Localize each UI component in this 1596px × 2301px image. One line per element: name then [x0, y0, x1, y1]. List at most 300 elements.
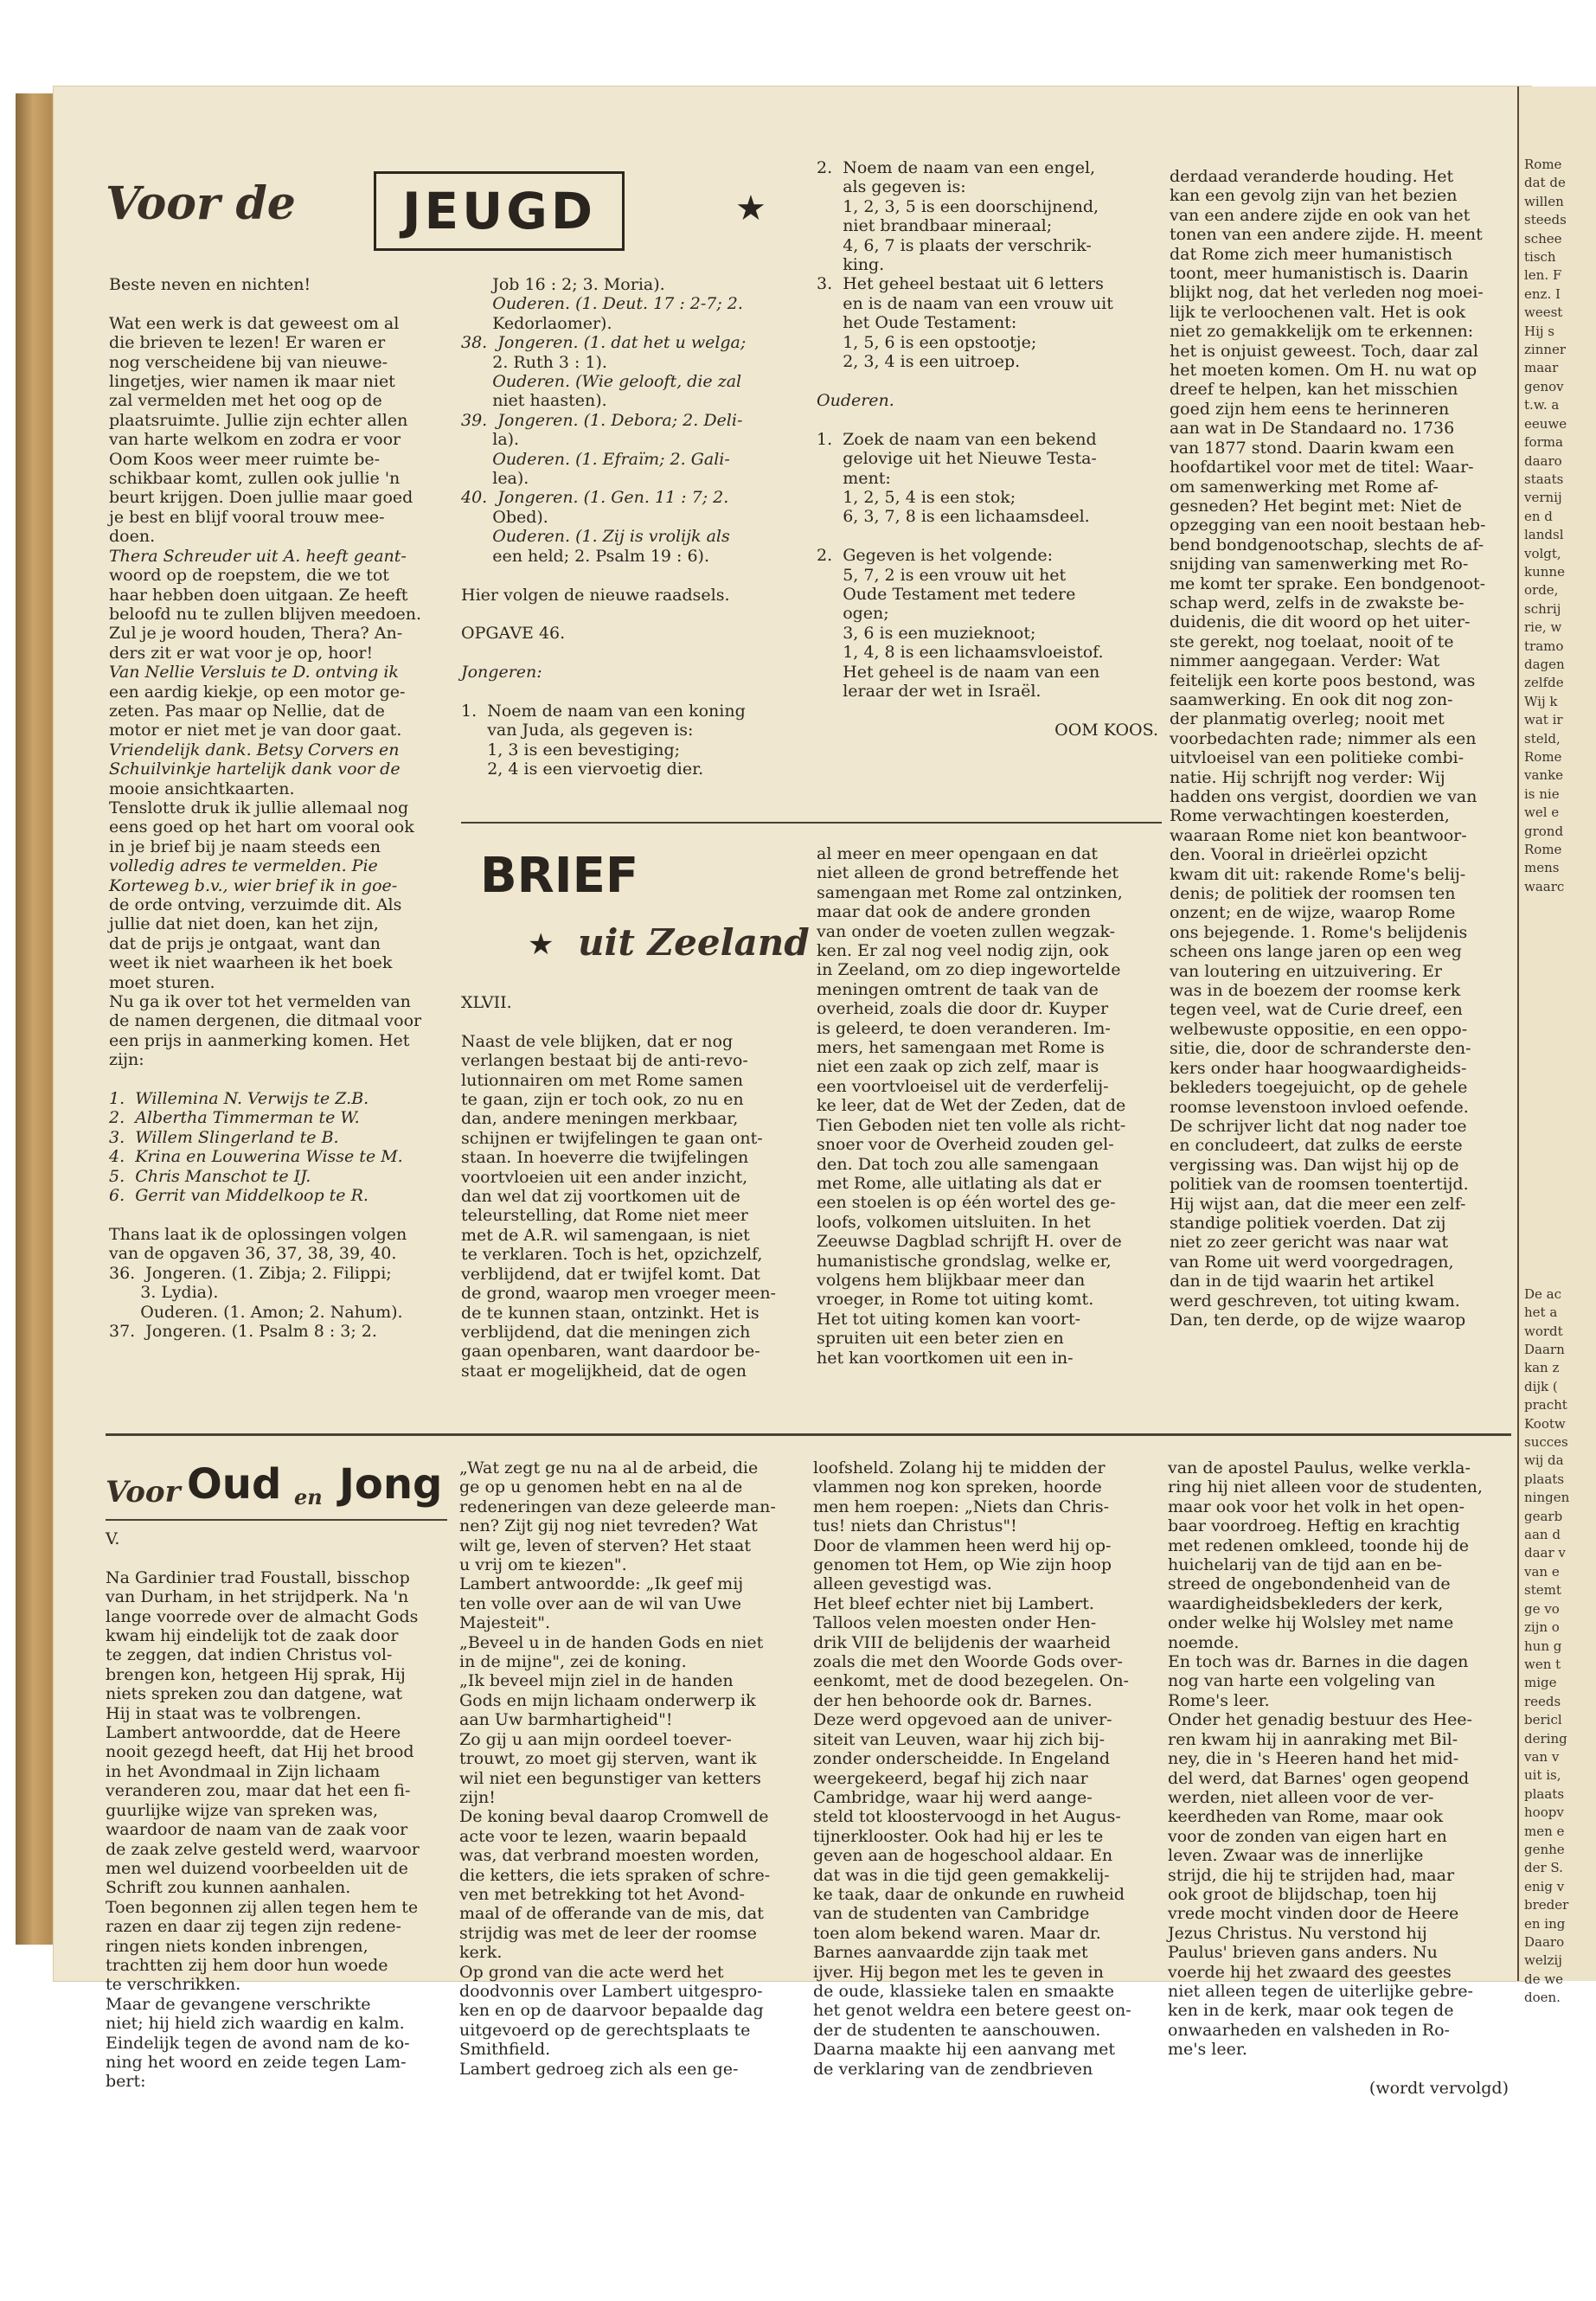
text-line: werd geschreven, tot uiting kwam.	[1170, 1291, 1460, 1311]
text-line: huichelarij van de tijd aan en be-	[1168, 1555, 1443, 1575]
text-line: De schrijver licht dat nog nader toe	[1170, 1116, 1467, 1136]
strip-line	[1519, 1211, 1596, 1229]
strip-line: Wij k	[1524, 693, 1558, 709]
strip-line: plaats	[1524, 1785, 1565, 1802]
text-line: Job 16 : 2; 3. Moria).	[461, 275, 665, 294]
text-line: Schrift zou kunnen aanhalen.	[106, 1878, 351, 1898]
text-line: niet; hij hield zich waardig en kalm.	[106, 2014, 405, 2034]
text-line: la).	[461, 430, 520, 450]
text-line: plaatsruimte. Jullie zijn echter allen	[109, 410, 408, 430]
text-line: 2, 4 is een viervoetig dier.	[461, 760, 704, 779]
text-line: te zeggen, dat indien Christus vol-	[106, 1645, 393, 1665]
text-line: Thera Schreuder uit A. heeft geant-	[109, 546, 407, 566]
jeugd-header-prefix: Voor de	[106, 177, 296, 230]
strip-line	[1519, 1118, 1596, 1137]
strip-line: Daarn	[1524, 1342, 1565, 1357]
text-line: 3. Lydia).	[109, 1283, 219, 1303]
text-line: kerk.	[459, 1943, 503, 1963]
strip-line: willen	[1524, 193, 1564, 209]
text-line: Ouderen. (Wie gelooft, die zal	[461, 372, 742, 392]
text-line: guurlijke wijze van spreken was,	[106, 1800, 379, 1820]
strip-line: stemt	[1524, 1582, 1561, 1599]
text-line: onder welke hij Wolsley met name	[1168, 1613, 1454, 1633]
text-line: dan, andere meningen merkbaar,	[461, 1109, 739, 1129]
text-line: het moeten komen. Om H. nu wat op	[1170, 361, 1477, 381]
text-line: welbewuste oppositie, en een oppo-	[1170, 1019, 1468, 1039]
text-line: in je brief bij je naam steeds een	[109, 836, 381, 856]
text-line: van de studenten van Cambridge	[813, 1904, 1090, 1924]
jeugd-column-2	[461, 275, 807, 779]
text-line: 6, 3, 7, 8 is een lichaamsdeel.	[817, 507, 1090, 527]
strip-line	[1519, 1026, 1596, 1044]
strip-line: en d	[1524, 508, 1553, 524]
text-line: niet brandbaar mineraal;	[817, 216, 1053, 236]
oud-header-connector: en	[294, 1484, 323, 1509]
text-line: natie. Hij schrijft nog verder: Wij	[1170, 767, 1445, 787]
strip-line: steld,	[1524, 730, 1561, 747]
text-line: een held; 2. Psalm 19 : 6).	[461, 546, 710, 566]
text-line: feitelijk een korte poos bestond, was	[1170, 670, 1476, 690]
text-line: Majesteit".	[459, 1613, 551, 1633]
text-line: ren kwam hij in aanraking met Bil-	[1168, 1729, 1458, 1749]
text-line: beurt krijgen. Doen jullie maar goed	[109, 488, 413, 508]
text-line: tonen van een andere zijde. H. meent	[1170, 225, 1483, 245]
text-line: Paulus' brieven gans anders. Nu	[1168, 1943, 1438, 1963]
strip-line: pracht	[1524, 1397, 1567, 1413]
text-line: humanistische grondslag, welke er,	[817, 1251, 1112, 1271]
strip-line: plaats	[1524, 1471, 1565, 1487]
strip-line: aan d	[1524, 1527, 1561, 1543]
text-line: „Wat zegt ge nu na al de arbeid, die	[459, 1458, 759, 1477]
text-line: de namen dergenen, die ditmaal voor	[109, 1011, 422, 1031]
text-line: niet zo gemakkelijk om te erkennen:	[1170, 322, 1474, 342]
text-line: Lambert gedroeg zich als een ge-	[459, 2059, 739, 2079]
text-line: acte voor te lezen, waarin bepaald	[459, 1826, 747, 1846]
text-line: de te kunnen staan, ontzinkt. Het is	[461, 1303, 760, 1323]
text-line: (wordt vervolgd)	[1368, 2079, 1509, 2098]
text-line: ge op u genomen hebt en na al de	[459, 1477, 743, 1497]
text-line: „Ik beveel mijn ziel in de handen	[459, 1671, 734, 1691]
text-line: 2, 3, 4 is een uitroep.	[817, 352, 1021, 372]
text-line: dan in de tijd waarin het artikel	[1170, 1272, 1434, 1292]
text-line: Ouderen. (1. Zij is vrolijk als	[461, 527, 730, 547]
strip-line: dagen	[1524, 656, 1565, 672]
text-line: toont, meer humanistisch is. Daarin	[1170, 264, 1469, 284]
text-line: me's leer.	[1168, 2040, 1247, 2060]
text-line: Onder het genadig bestuur des Hee-	[1168, 1710, 1472, 1730]
text-line: Talloos velen moesten onder Hen-	[813, 1613, 1097, 1633]
jeugd-header-title: JEUGD	[401, 182, 597, 240]
brief-header-subtitle: uit Zeeland	[578, 921, 810, 964]
text-line: was, dat verbrand moesten worden,	[459, 1846, 760, 1866]
text-line: de grond, waarop men vroeger meen-	[461, 1284, 776, 1304]
text-line: ven met betrekking tot het Avond-	[459, 1884, 745, 1904]
text-line: Toen begonnen zij allen tegen hem te	[106, 1897, 419, 1917]
text-line: Smithfield.	[459, 2040, 551, 2060]
text-line: te gaan, zijn er toch ook, zo nu en	[461, 1090, 744, 1110]
text-line: weet ik niet waarheen ik het boek	[109, 953, 393, 973]
text-line: meningen omtrent de taak van de	[817, 979, 1099, 999]
text-line: razen en daar zij tegen zijn redene-	[106, 1917, 401, 1937]
strip-line: gearb	[1524, 1508, 1563, 1524]
text-line: Het geheel is de naam van een	[817, 662, 1100, 682]
text-line: veranderen zou, maar dat het een fi-	[106, 1781, 411, 1801]
strip-line: genov	[1524, 378, 1564, 394]
text-line: Na Gardinier trad Foustall, bisschop	[106, 1567, 410, 1587]
text-line: verlangen bestaat bij de anti-revo-	[461, 1051, 748, 1071]
text-line: niets spreken zou dan datgene, wat	[106, 1684, 403, 1704]
strip-line: dat de	[1524, 175, 1566, 191]
text-line: het kan voortkomen uit een in-	[817, 1348, 1074, 1368]
strip-line	[1519, 971, 1596, 989]
text-line: men hem roepen: „Niets dan Chris-	[813, 1497, 1110, 1516]
strip-line: tisch	[1524, 249, 1556, 266]
text-line: niet haasten).	[461, 391, 607, 411]
text-line: samengaan met Rome zal ontzinken,	[817, 882, 1123, 902]
text-line: van de apostel Paulus, welke verkla-	[1168, 1458, 1471, 1477]
text-line: streed de ongebondenheid van de	[1168, 1574, 1451, 1594]
text-line: 3, 6 is een muzieknoot;	[817, 623, 1036, 643]
text-line: roomse levenstoon invloed oefende.	[1170, 1097, 1469, 1117]
text-line: lijk te verloochenen valt. Het is ook	[1170, 302, 1466, 322]
text-line: volledig adres te vermelden. Pie	[109, 856, 378, 876]
text-line: snoer voor de Overheid zouden gel-	[817, 1135, 1114, 1155]
text-line: mooie ansichtkaarten.	[109, 779, 295, 798]
text-line: Het tot uiting komen kan voort-	[817, 1309, 1081, 1329]
text-line: al meer en meer opengaan en dat	[817, 844, 1099, 863]
text-line: 2. Albertha Timmerman te W.	[109, 1108, 360, 1128]
jeugd-star-icon: ★	[735, 189, 766, 228]
text-line: tus! niets dan Christus"!	[813, 1516, 1017, 1536]
text-line: zal vermelden met het oog op de	[109, 391, 382, 411]
text-line: ringen niets konden inbrengen,	[106, 1936, 369, 1956]
text-line: in het Avondmaal in Zijn lichaam	[106, 1761, 381, 1781]
text-line: die brieven te lezen! Er waren er	[109, 333, 386, 353]
strip-line	[1519, 1248, 1596, 1266]
strip-line: dering	[1524, 1730, 1567, 1747]
text-line: in Zeeland, om zo diep ingewortelde	[817, 960, 1121, 980]
text-line: wilt ge, leven of sterven? Het staat	[459, 1535, 751, 1555]
text-line: kan een gevolg zijn van het bezien	[1170, 186, 1458, 206]
text-line: van 1877 stond. Daarin kwam een	[1170, 438, 1455, 458]
text-line: Ouderen. (1. Efraïm; 2. Gali-	[461, 449, 730, 469]
text-line: strijd, die hij te strijden had, maar	[1168, 1865, 1455, 1885]
text-line: Nu ga ik over tot het vermelden van	[109, 992, 411, 1012]
text-line: me komt ter sprake. Een bondgenoot-	[1170, 574, 1486, 593]
text-line: van harte welkom en zodra er voor	[109, 430, 401, 450]
text-line: 1. Zoek de naam van een bekend	[817, 429, 1097, 449]
oud-column-1	[106, 1529, 452, 2092]
text-line: brengen kon, hetgeen Hij sprak, Hij	[106, 1664, 406, 1684]
text-line: ook groot de blijdschap, toen hij	[1168, 1884, 1438, 1904]
strip-line: orde,	[1524, 582, 1559, 599]
strip-line: van e	[1524, 1563, 1560, 1580]
strip-line	[1519, 1266, 1596, 1285]
strip-line	[1519, 1045, 1596, 1063]
text-line: goed zijn hem eens te herinneren	[1170, 399, 1450, 419]
strip-line: kunne	[1524, 563, 1565, 580]
text-line: uitvloeisel van een politieke combi-	[1170, 748, 1464, 768]
strip-line: vernij	[1524, 490, 1562, 506]
text-line: was in de boezem der roomse kerk	[1170, 981, 1461, 1001]
text-line	[461, 605, 807, 624]
text-line: 1, 2, 5, 4 is een stok;	[817, 487, 1016, 507]
text-line: wil niet een begunstiger van ketters	[459, 1768, 761, 1788]
strip-line: vanke	[1524, 767, 1564, 784]
text-line: bend bondgenootschap, slechts de af-	[1170, 535, 1484, 554]
text-line: Daarna maakte hij een aanvang met	[813, 2040, 1115, 2060]
text-line: ons bejegende. 1. Rome's belijdenis	[1170, 922, 1468, 942]
text-line: der de studenten te aanschouwen.	[813, 2020, 1101, 2040]
strip-line: breder	[1524, 1897, 1569, 1913]
text-line: tijnerklooster. Ook had hij er les te	[813, 1826, 1104, 1846]
text-line: het Oude Testament:	[817, 313, 1017, 333]
text-line: u vrij om te kiezen".	[459, 1555, 627, 1575]
text-line: steld tot kloostervoogd in het Augus-	[813, 1807, 1121, 1827]
text-line: maal of de offerande van de mis, dat	[459, 1904, 764, 1924]
text-line: scheen ons lange jaren op een weg	[1170, 942, 1462, 962]
text-line	[109, 1206, 455, 1225]
text-line: onwaarheden en valsheden in Ro-	[1168, 2020, 1450, 2040]
text-line: Zo gij u aan mijn oordeel toever-	[459, 1729, 732, 1749]
text-line: 1, 3 is een bevestiging;	[461, 740, 681, 760]
text-line: ment:	[817, 468, 891, 488]
text-line: loofs, volkomen uitsluiten. In het	[817, 1212, 1091, 1232]
text-line: noemde.	[1168, 1632, 1240, 1652]
text-line: zijn:	[109, 1050, 144, 1070]
text-line: een stoelen is op één wortel des ge-	[817, 1193, 1116, 1213]
text-line: ke taak, daar de onkunde en ruwheid	[813, 1884, 1125, 1904]
text-line: alleen gevestigd was.	[813, 1574, 992, 1594]
text-line: ken en op de daarvoor bepaalde dag	[459, 2001, 764, 2021]
text-line: 3. Het geheel bestaat uit 6 letters	[817, 274, 1104, 294]
text-line: En toch was dr. Barnes in die dagen	[1168, 1652, 1469, 1672]
text-line: waardigheidsbekleders der kerk,	[1168, 1593, 1444, 1613]
text-line: ogen;	[817, 604, 889, 624]
strip-line: doen.	[1524, 1990, 1561, 2006]
text-line: te verschrikken.	[106, 1975, 241, 1995]
text-line: voor de zonden van eigen hart en	[1168, 1826, 1447, 1846]
text-line: Maar de gevangene verschrikte	[106, 1994, 371, 2014]
strip-line: rie, w	[1524, 619, 1562, 636]
text-line: Wat een werk is dat geweest om al	[109, 313, 400, 333]
text-line: kers onder haar hoogwaardigheids-	[1170, 1058, 1467, 1078]
text-line: ders zit er wat voor je op, hoor!	[109, 643, 374, 663]
text-line: bert:	[106, 2072, 146, 2092]
text-line: tegen veel, wat de Curie dreef, een	[1170, 1000, 1463, 1020]
text-line: schijnen er twijfelingen te gaan ont-	[461, 1128, 763, 1148]
text-line: Hij wijst aan, dat die meer een zelf-	[1170, 1194, 1466, 1214]
text-line: lea).	[461, 469, 529, 489]
text-line: Dan, ten derde, op de wijze waarop	[1170, 1310, 1466, 1330]
text-line: niet alleen tegen de uiterlijke gebre-	[1168, 1981, 1473, 2001]
text-line: te verklaren. Toch is het, opzichzelf,	[461, 1245, 763, 1265]
text-line: een prijs in aanmerking komen. Het	[109, 1030, 410, 1050]
text-line: derdaad veranderde houding. Het	[1170, 167, 1454, 186]
strip-line: De ac	[1524, 1285, 1562, 1302]
text-line: 39. Jongeren. (1. Debora; 2. Deli-	[461, 410, 743, 430]
text-line: weergekeerd, begaf hij zich naar	[813, 1768, 1088, 1788]
text-line: 2. Ruth 3 : 1).	[461, 352, 607, 372]
text-line: loofsheld. Zolang hij te midden der	[813, 1458, 1106, 1477]
strip-line: Daaro	[1524, 1934, 1565, 1950]
strip-line: Rome	[1524, 842, 1562, 858]
text-line: standige politiek voerden. Dat zij	[1170, 1213, 1446, 1233]
text-line: Zeeuwse Dagblad schrijft H. over de	[817, 1232, 1122, 1252]
text-line: opzegging van een nooit bestaan heb-	[1170, 516, 1486, 535]
text-line: leven. Zwaar was de innerlijke	[1168, 1846, 1424, 1866]
text-line: eens goed op het hart om vooral ook	[109, 817, 414, 837]
text-line	[1168, 2060, 1509, 2079]
oud-column-4	[1168, 1458, 1509, 2098]
text-line: 1, 4, 8 is een lichaamsvloeistof.	[817, 643, 1104, 663]
text-line: „Beveel u in de handen Gods en niet	[459, 1632, 764, 1652]
text-line: voorbedachten rade; nimmer als een	[1170, 728, 1477, 748]
text-line: drik VIII de belijdenis der waarheid	[813, 1632, 1111, 1652]
text-line: van de opgaven 36, 37, 38, 39, 40.	[109, 1244, 397, 1264]
strip-line: steeds	[1524, 212, 1567, 228]
text-line: voortvloeien uit een ander inzicht,	[461, 1167, 748, 1187]
oud-header-underline	[106, 1519, 447, 1521]
text-line: het is onjuist geweest. Toch, daar zal	[1170, 341, 1478, 361]
strip-line: waarc	[1524, 878, 1565, 894]
text-line	[461, 644, 807, 663]
strip-line: genhe	[1524, 1841, 1565, 1857]
text-line: 2. Gegeven is het volgende:	[817, 546, 1054, 566]
text-line: doodvonnis over Lambert uitgespro-	[459, 1981, 763, 2001]
text-line: van een andere zijde en ook van het	[1170, 205, 1471, 225]
text-line: Het bleef echter niet bij Lambert.	[813, 1593, 1094, 1613]
text-line: bekleders toegejuicht, op de gehele	[1170, 1078, 1468, 1098]
text-line: gesneden? Het begint met: Niet de	[1170, 496, 1462, 516]
text-line: gaan openbaren, want daardoor be-	[461, 1342, 760, 1362]
text-line: de zaak zelve gesteld werd, waarvoor	[106, 1839, 420, 1859]
text-line: 38. Jongeren. (1. dat het u welga;	[461, 333, 747, 353]
text-line: den. Dat toch zou alle samengaan	[817, 1154, 1099, 1174]
text-line: Deze werd opgevoed aan de univer-	[813, 1710, 1112, 1730]
text-line: met redenen omkleed, toonde hij de	[1168, 1535, 1470, 1555]
text-line	[461, 566, 807, 585]
strip-line	[1519, 1081, 1596, 1099]
text-line: Vriendelijk dank. Betsy Corvers en	[109, 740, 400, 760]
text-line: Jezus Christus. Nu verstond hij	[1168, 1923, 1427, 1943]
text-line: 37. Jongeren. (1. Psalm 8 : 3; 2.	[109, 1321, 377, 1341]
text-line: keerdheden van Rome, maar ook	[1168, 1807, 1444, 1827]
text-line	[817, 371, 1158, 390]
text-line: Hij in staat was te volbrengen.	[106, 1703, 362, 1723]
jong-header-word: Jong	[339, 1460, 443, 1509]
text-line: zonder onderscheidde. In Engeland	[813, 1749, 1111, 1769]
strip-line: de we	[1524, 1971, 1563, 1987]
text-line: van Durham, in het strijdperk. Na 'n	[106, 1587, 409, 1607]
oud-header-prefix: Voor	[106, 1475, 181, 1509]
text-line: Van Nellie Versluis te D. ontving ik	[109, 663, 399, 683]
text-line: 1, 5, 6 is een opstootje;	[817, 332, 1037, 352]
text-line: mers, het samengaan met Rome is	[817, 1038, 1105, 1058]
text-line: Tenslotte druk ik jullie allemaal nog	[109, 798, 409, 817]
text-line: 2. Noem de naam van een engel,	[817, 158, 1096, 177]
text-line	[106, 1548, 452, 1567]
text-line: leraar der wet in Israël.	[817, 681, 1042, 701]
section-divider-brief	[461, 822, 1162, 824]
text-line: overheid, zoals die door dr. Kuyper	[817, 999, 1109, 1019]
strip-line	[1519, 1230, 1596, 1248]
text-line: 1, 2, 3, 5 is een doorschijnend,	[817, 196, 1099, 216]
text-line: lutionnairen om met Rome samen	[461, 1070, 743, 1090]
text-line: zoals die met den Woorde Gods over-	[813, 1652, 1123, 1672]
text-line: Korteweg b.v., wier brief ik in goe-	[109, 875, 398, 895]
text-line: vergissing was. Dan wijst hij op de	[1170, 1155, 1459, 1175]
text-line: schap werd, zelfs in de zwakste be-	[1170, 593, 1465, 612]
jeugd-column-1	[109, 275, 455, 1341]
text-line: Oom Koos weer meer ruimte be-	[109, 449, 381, 469]
strip-line	[1519, 933, 1596, 952]
strip-line: Kootw	[1524, 1415, 1566, 1432]
text-line: 5, 7, 2 is een vrouw uit het	[817, 565, 1067, 585]
strip-line	[1519, 1063, 1596, 1081]
text-line: woord op de roepstem, die we tot	[109, 566, 389, 586]
strip-line: succes	[1524, 1434, 1568, 1451]
oud-header-word: Oud	[187, 1460, 282, 1509]
text-line: waardoor de naam van de zaak voor	[106, 1820, 408, 1840]
text-line: genomen tot Hem, op Wie zijn hoop	[813, 1555, 1112, 1575]
strip-line: tramo	[1524, 638, 1564, 654]
text-line	[817, 410, 1158, 429]
strip-line: wen t	[1524, 1656, 1561, 1672]
text-line	[109, 294, 455, 313]
text-line: De koning beval daarop Cromwell de	[459, 1807, 769, 1827]
brief-column-1	[461, 993, 807, 1381]
text-line: ke leer, dat de Wet der Zeden, dat de	[817, 1096, 1126, 1116]
text-line: Door de vlammen heen werd hij op-	[813, 1535, 1112, 1555]
text-line: het genot weldra een betere geest on-	[813, 2001, 1131, 2021]
strip-line: hoopv	[1524, 1804, 1564, 1821]
text-line: de verklaring van de zendbrieven	[813, 2059, 1093, 2079]
text-line: saamwerking. En ook dit nog zon-	[1170, 689, 1453, 709]
text-line: 4, 6, 7 is plaats der verschrik-	[817, 235, 1092, 255]
text-line: kwam dit uit: rakende Rome's belij-	[1170, 864, 1466, 884]
text-line: OOM KOOS.	[1054, 720, 1158, 740]
strip-line	[1519, 915, 1596, 933]
strip-line: weest	[1524, 304, 1563, 321]
strip-line: daar v	[1524, 1545, 1566, 1561]
text-line: Tien Geboden niet ten volle als richt-	[817, 1115, 1126, 1135]
text-line: Thans laat ik de oplossingen volgen	[109, 1224, 407, 1244]
text-line: met de A.R. wil samengaan, is niet	[461, 1225, 750, 1245]
jeugd-header-box	[374, 171, 625, 251]
text-line: men wel duizend voorbeelden uit de	[106, 1858, 408, 1878]
text-line: niet zo zeer gericht was naar wat	[1170, 1233, 1449, 1253]
text-line: en concludeert, dat zulks de eerste	[1170, 1136, 1463, 1156]
strip-line: hun g	[1524, 1638, 1562, 1654]
strip-line: maar	[1524, 360, 1559, 376]
text-line: ring hij niet alleen voor de studenten,	[1168, 1477, 1483, 1497]
text-line: staan. In hoeverre die twijfelingen	[461, 1148, 749, 1168]
strip-line: volgt,	[1524, 545, 1561, 561]
text-line: nen? Zijt gij nog niet tevreden? Wat	[459, 1516, 758, 1536]
text-line: Rome's leer.	[1168, 1690, 1270, 1710]
text-line: 4. Krina en Louwerina Wisse te M.	[109, 1147, 403, 1167]
text-line: de orde ontving, verzuimde dit. Als	[109, 895, 402, 914]
strip-line: mens	[1524, 860, 1560, 876]
text-line: beloofd nu te zullen blijven meedoen.	[109, 604, 422, 624]
text-line: dan wel dat zij voortkomen uit de	[461, 1187, 740, 1207]
strip-line: eeuwe	[1524, 415, 1567, 432]
strip-line: zijn o	[1524, 1619, 1560, 1636]
text-line: siteit van Leuven, waar hij zich bij-	[813, 1729, 1106, 1749]
text-line	[109, 1070, 455, 1089]
text-line: Oude Testament met tedere	[817, 584, 1076, 604]
